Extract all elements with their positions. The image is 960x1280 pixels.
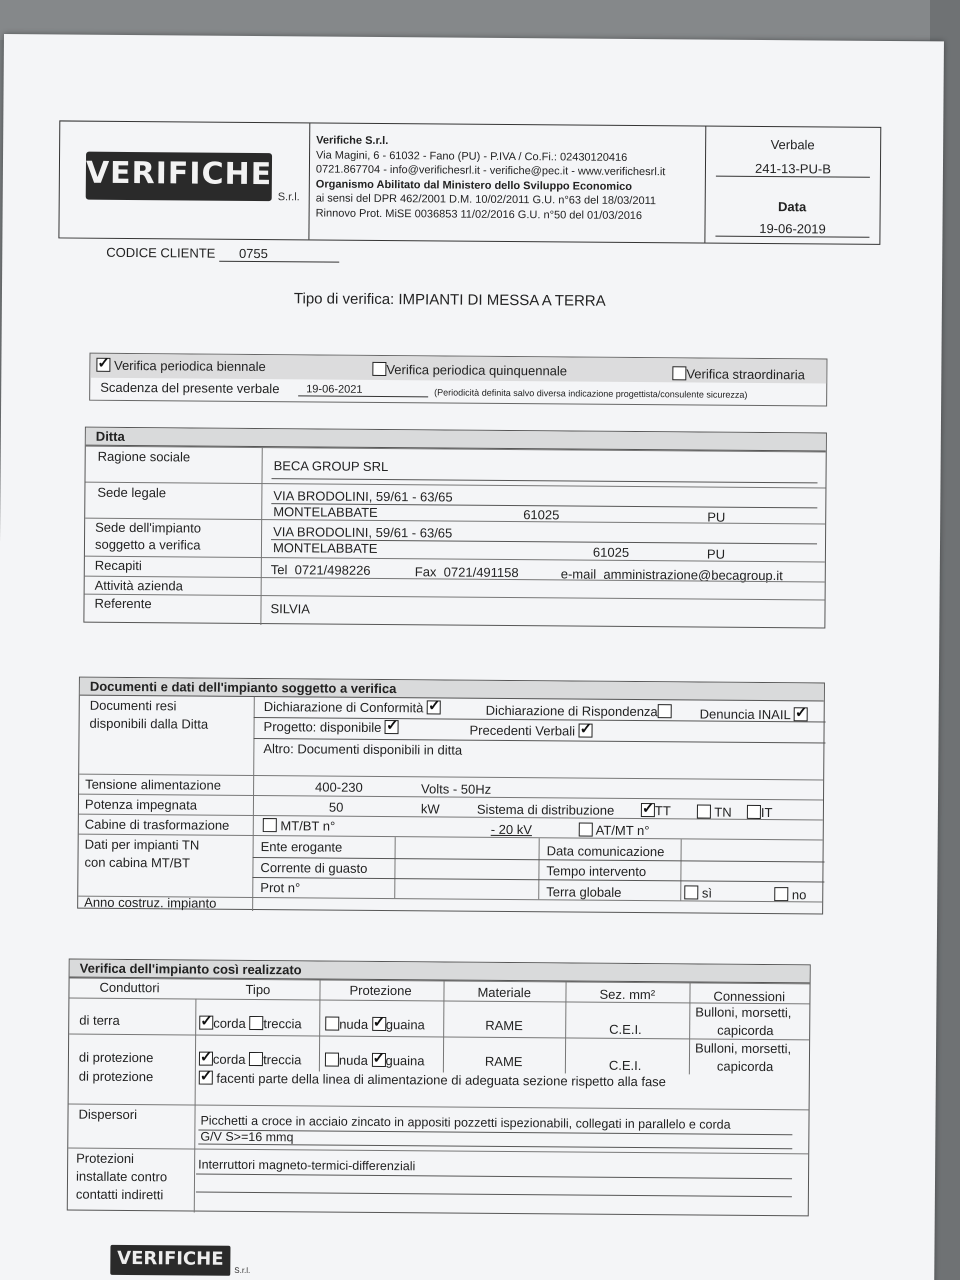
conformita-checkbox[interactable]	[427, 700, 441, 714]
inail-label: Denuncia INAIL	[699, 706, 791, 723]
document-header	[58, 120, 881, 244]
terra-conn-1: Bulloni, morsetti,	[695, 1004, 792, 1021]
ente-label: Ente erogante	[260, 839, 343, 855]
tel-label: Tel	[270, 562, 288, 578]
tt-label: TT	[654, 803, 671, 819]
dispersori-value-2: G/V S>=16 mmq	[200, 1129, 294, 1145]
potenza-value: 50	[328, 799, 344, 815]
company-logo	[86, 152, 272, 201]
it-label: IT	[760, 804, 773, 821]
protezioni-row	[68, 1148, 808, 1218]
prot-guaina-checkbox[interactable]	[371, 1053, 385, 1067]
ragione-value: BECA GROUP SRL	[273, 458, 389, 475]
terra-materiale: RAME	[485, 1017, 523, 1034]
mtbt-checkbox[interactable]	[263, 818, 277, 832]
prot-corda-label: corda	[212, 1051, 246, 1067]
doc-label-1: Documenti resi	[89, 697, 177, 714]
logo-text: VERIFICHE	[85, 155, 273, 193]
attivita-label: Attività azienda	[94, 577, 183, 594]
sede-legale-cap: 61025	[523, 507, 560, 523]
mtbt-label: MT/BT n°	[280, 818, 336, 834]
tn-label: TN	[714, 804, 732, 820]
document-page	[0, 34, 944, 1280]
atmt-checkbox[interactable]	[579, 823, 593, 837]
si-checkbox[interactable]	[684, 885, 698, 899]
ragione-line	[272, 478, 818, 483]
it-checkbox[interactable]	[747, 805, 761, 819]
referente-row	[84, 594, 824, 630]
quinquennale-option[interactable]	[372, 362, 567, 379]
codice-cliente-label: CODICE CLIENTE	[106, 244, 216, 261]
biennale-option[interactable]	[96, 358, 266, 374]
cabine-label: Cabine di trasformazione	[84, 816, 230, 833]
terra-nuda-checkbox[interactable]	[325, 1017, 339, 1031]
no-label: no	[791, 887, 807, 903]
sede-legale-row	[85, 482, 825, 524]
conformita-label: Dichiarazione di Conformità	[263, 699, 424, 716]
protezioni-label-2: installate contro	[75, 1168, 168, 1185]
tn-row	[78, 834, 822, 902]
di-terra-label: di terra	[79, 1012, 120, 1028]
dispersori-row	[68, 1104, 808, 1154]
company-contacts: 0721.867704 - info@verifichesrl.it - verifiche@pec.it - www.verifichesrl.it	[315, 163, 666, 179]
rispondenza-label: Dichiarazione di Rispondenza	[485, 702, 658, 720]
quinquennale-label: Verifica periodica quinquennale	[386, 362, 568, 379]
footer-logo-suffix: S.r.l.	[234, 1265, 251, 1275]
terra-nuda-label: nuda	[339, 1016, 369, 1032]
documenti-section	[77, 677, 825, 915]
verbale-label: Verbale	[770, 137, 815, 153]
logo-suffix: S.r.l.	[277, 191, 300, 204]
prot-guaina-label: guaina	[385, 1053, 425, 1069]
si-label: sì	[701, 885, 713, 901]
company-organismo: Organismo Abilitato dal Ministero dello Sviluppo Economico	[315, 177, 633, 193]
sede-impianto-citta: MONTELABBATE	[272, 540, 378, 556]
tn-divider-3	[680, 839, 681, 900]
logo-cell	[59, 121, 310, 239]
data-com-label: Data comunicazione	[546, 843, 665, 860]
footer-logo-text: VERIFICHE	[117, 1247, 224, 1270]
tel-value: 0721/498226	[294, 562, 371, 578]
prot-materiale: RAME	[484, 1053, 523, 1070]
fax-value: 0721/491158	[443, 564, 519, 581]
facenti-row	[69, 1070, 809, 1110]
recapiti-label: Recapiti	[94, 557, 142, 574]
sede-legale-prov: PU	[707, 509, 726, 525]
terra-guaina-label: guaina	[385, 1017, 425, 1033]
ditta-title: Ditta	[86, 428, 826, 452]
sede-impianto-label-1: Sede dell'impianto	[95, 519, 202, 536]
doc-label-2: disponibili dalla Ditta	[89, 715, 209, 732]
company-dpr: ai sensi del DPR 462/2001 D.M. 10/02/2011 G.U. n°63 del 18/03/2011	[315, 192, 657, 208]
company-rinnovo: Rinnovo Prot. MiSE 0036853 11/02/2016 G.U. n°50 del 01/03/2016	[315, 206, 643, 222]
di-protezione-label: di protezione	[78, 1049, 154, 1066]
corrente-label: Corrente di guasto	[260, 860, 368, 876]
terra-globale-label: Terra globale	[546, 884, 622, 900]
protezioni-label-3: contatti indiretti	[75, 1186, 164, 1203]
terra-corda-label: corda	[213, 1015, 246, 1031]
straordinaria-option[interactable]	[672, 366, 805, 382]
dispersori-label: Dispersori	[78, 1106, 138, 1123]
sede-legale-citta: MONTELABBATE	[273, 504, 378, 520]
tensione-unit: Volts - 50Hz	[421, 781, 492, 797]
atmt-label: AT/MT n°	[595, 822, 650, 839]
ragione-row	[85, 446, 825, 488]
terra-conn-2: capicorda	[717, 1022, 774, 1039]
data-label: Data	[778, 199, 807, 215]
referente-value: SILVIA	[270, 601, 311, 617]
verbale-value: 241-13-PU-B	[716, 161, 870, 178]
biennale-checkbox[interactable]	[96, 358, 110, 372]
sede-legale-label: Sede legale	[97, 484, 167, 501]
doc-row	[79, 696, 823, 760]
desk-background	[0, 0, 960, 40]
scadenza-value: 19-06-2021	[298, 383, 428, 397]
prot-corda-checkbox[interactable]	[199, 1052, 213, 1066]
company-name: Verifiche S.r.l.	[316, 134, 389, 148]
sede-legale-via: VIA BRODOLINI, 59/61 - 63/65	[273, 488, 453, 505]
prot-conn-2: capicorda	[716, 1058, 774, 1075]
potenza-label: Potenza impegnata	[84, 796, 198, 813]
tensione-value: 400-230	[315, 779, 363, 795]
terra-treccia-checkbox[interactable]	[249, 1016, 263, 1030]
altro-value: Altro: Documenti disponibili in ditta	[263, 741, 463, 758]
no-checkbox[interactable]	[774, 887, 788, 901]
progetto-checkbox[interactable]	[385, 720, 399, 734]
prot-nuda-checkbox[interactable]	[325, 1053, 339, 1067]
col-connessioni: Connessioni	[713, 988, 786, 1005]
tt-checkbox[interactable]	[641, 803, 655, 817]
tensione-label: Tensione alimentazione	[85, 776, 222, 793]
protezioni-line-2	[196, 1192, 792, 1198]
email-label: e-mail	[560, 566, 597, 582]
protezioni-value: Interruttori magneto-termici-differenziali	[198, 1157, 416, 1174]
tipo-verifica-section	[89, 353, 827, 407]
page-title: Tipo di verifica: IMPIANTI DI MESSA A TERRA	[293, 290, 606, 310]
straordinaria-checkbox[interactable]	[672, 366, 686, 380]
sede-impianto-prov: PU	[706, 546, 726, 562]
scadenza-label: Scadenza del presente verbale	[100, 379, 280, 397]
biennale-label: Verifica periodica biennale	[113, 357, 266, 375]
protezione-row	[69, 1034, 809, 1076]
fax-label: Fax	[414, 564, 437, 580]
prot-conn-1: Bulloni, morsetti,	[694, 1040, 792, 1057]
periodicita-note: (Periodicità definita salvo diversa indicazione progettista/consulente sicurezza)	[434, 387, 748, 400]
prot-sez: C.E.I.	[608, 1057, 642, 1074]
terra-sez: C.E.I.	[609, 1021, 642, 1038]
tn-checkbox[interactable]	[697, 804, 711, 818]
prot-nuda-label: nuda	[338, 1052, 368, 1068]
tempo-label: Tempo intervento	[546, 863, 647, 880]
anno-label: Anno costruz. impianto	[84, 894, 217, 911]
sede-impianto-row	[85, 518, 825, 562]
company-info	[309, 123, 705, 242]
precedenti-label: Precedenti Verbali	[469, 722, 576, 739]
data-value: 19-06-2019	[715, 221, 869, 238]
protezioni-label-1: Protezioni	[76, 1150, 135, 1167]
terra-row	[69, 998, 809, 1040]
dispersori-value-1: Picchetti a croce in acciaio zincato in appositi pozzetti ispezionabili, collegati in parallelo e corda	[200, 1113, 731, 1132]
col-sez: Sez. mm²	[599, 986, 656, 1003]
tn-label-1: Dati per impianti TN	[84, 836, 200, 853]
col-materiale: Materiale	[477, 984, 532, 1001]
facenti-checkbox[interactable]	[199, 1071, 213, 1085]
codice-cliente	[106, 245, 339, 263]
verbale-cell	[704, 127, 879, 244]
rispondenza-checkbox[interactable]	[658, 704, 672, 718]
sede-impianto-cap: 61025	[592, 544, 630, 560]
col-protezione: Protezione	[349, 982, 412, 999]
precedenti-checkbox[interactable]	[579, 724, 593, 738]
prot-label: Prot n°	[260, 880, 301, 896]
sistema-label: Sistema di distribuzione	[476, 801, 615, 818]
terra-guaina-checkbox[interactable]	[372, 1017, 386, 1031]
terra-corda-checkbox[interactable]	[199, 1016, 213, 1030]
quinquennale-checkbox[interactable]	[372, 362, 386, 376]
documenti-title: Documenti e dati dell'impianto soggetto a verifica	[80, 678, 824, 702]
col-conduttori: Conduttori	[99, 979, 160, 996]
potenza-unit: kW	[420, 801, 440, 817]
facenti-label: facenti parte della linea di alimentazione di adeguata sezione rispetto alla fase	[216, 1070, 666, 1090]
ragione-label: Ragione sociale	[97, 448, 191, 465]
terra-treccia-label: treccia	[263, 1016, 302, 1032]
verifica-title: Verifica dell'impianto così realizzato	[70, 960, 810, 984]
prot-treccia-label: treccia	[263, 1052, 302, 1068]
sede-impianto-via: VIA BRODOLINI, 59/61 - 63/65	[273, 524, 453, 541]
kv-value: - 20 kV	[490, 821, 533, 838]
ditta-section	[83, 427, 827, 629]
tn-divider-1	[394, 837, 395, 898]
footer-logo	[110, 1245, 230, 1276]
referente-label: Referente	[94, 595, 152, 612]
codice-cliente-value: 0755	[219, 246, 339, 263]
tn-divider-2	[538, 838, 539, 899]
company-address: Via Magini, 6 - 61032 - Fano (PU) - P.IVA / Co.Fi.: 02430120416	[316, 148, 628, 164]
progetto-label: Progetto: disponibile	[263, 719, 382, 735]
prot-treccia-checkbox[interactable]	[249, 1052, 263, 1066]
tn-label-2: con cabina MT/BT	[84, 854, 191, 871]
di-protezione-label-2: di protezione	[78, 1068, 154, 1085]
col-tipo: Tipo	[245, 981, 271, 998]
inail-checkbox[interactable]	[794, 707, 808, 721]
verifica-section	[67, 959, 811, 1217]
straordinaria-label: Verifica straordinaria	[686, 366, 805, 383]
protezioni-line-1	[196, 1174, 792, 1180]
sede-impianto-label-2: soggetto a verifica	[94, 536, 201, 553]
email-value: amministrazione@becagroup.it	[603, 566, 783, 584]
